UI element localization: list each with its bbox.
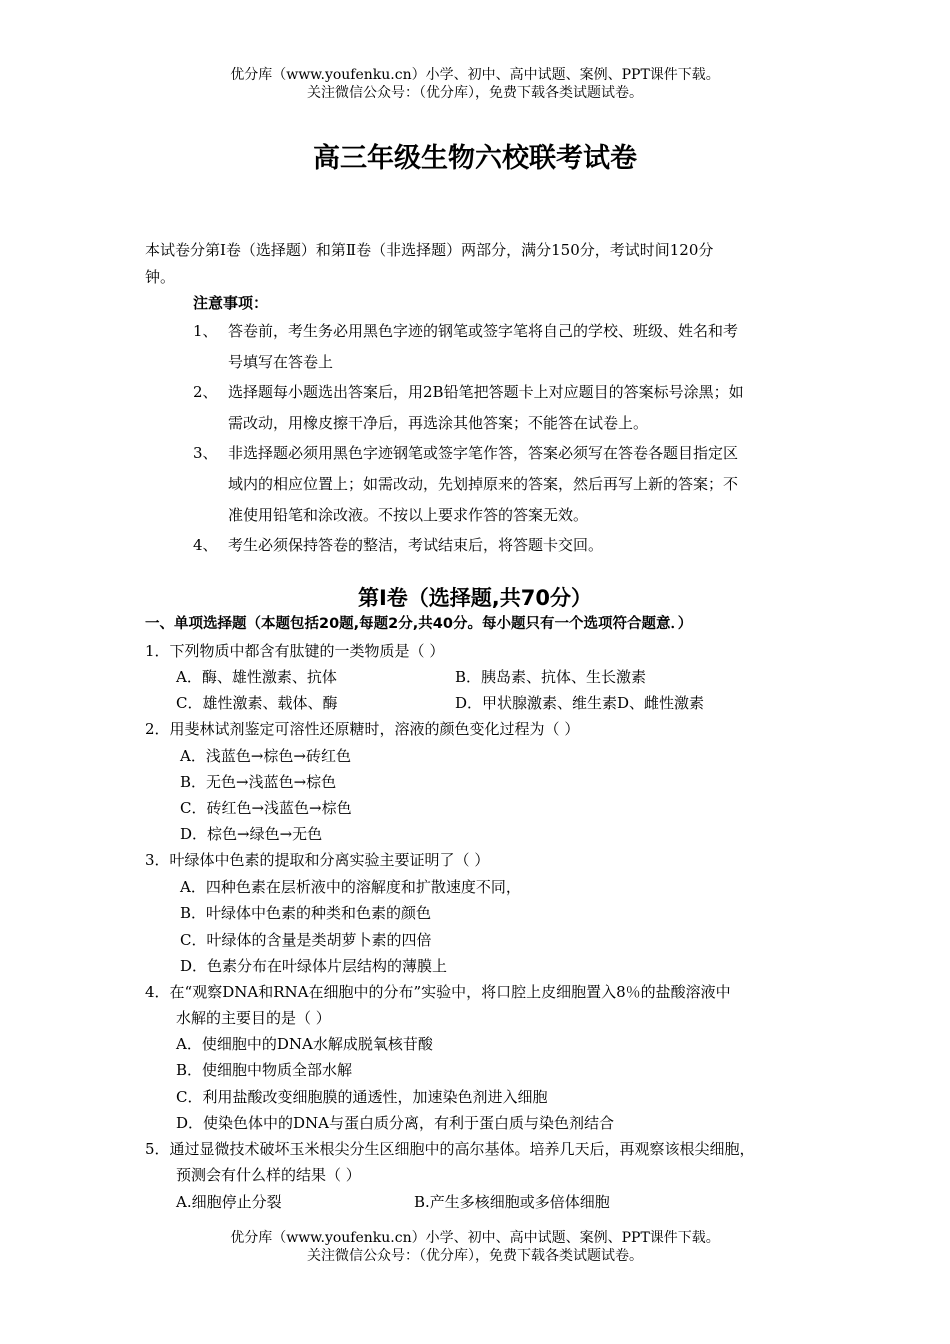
note-number: 2、 [193,383,218,401]
note-1-line-2: 号填写在答卷上 [228,353,334,371]
question-1-stem: 1．下列物质中都含有肽键的一类物质是（ ） [145,642,445,660]
question-2-stem: 2．用斐林试剂鉴定可溶性还原糖时，溶液的颜色变化过程为（ ） [145,720,580,738]
intro-line-1: 本试卷分第Ⅰ卷（选择题）和第Ⅱ卷（非选择题）两部分，满分150分，考试时间120分 [145,241,714,259]
note-3-line-3: 准使用铅笔和涂改液。不按以上要求作答的答案无效。 [228,506,589,524]
note-2-line-1: 选择题每小题选出答案后，用2B铅笔把答题卡上对应题目的答案标号涂黑；如 [228,383,744,401]
question-3-option-b: B．叶绿体中色素的种类和色素的颜色 [180,904,432,922]
question-4-option-c: C．利用盐酸改变细胞膜的通透性，加速染色剂进入细胞 [176,1088,548,1106]
question-2-option-c: C．砖红色→浅蓝色→棕色 [180,799,352,817]
question-2-option-a: A．浅蓝色→棕色→砖红色 [180,747,351,765]
question-4-option-b: B．使细胞中物质全部水解 [176,1061,353,1079]
question-5-stem-line-2: 预测会有什么样的结果（ ） [176,1166,361,1184]
question-4-option-a: A．使细胞中的DNA水解成脱氧核苷酸 [176,1035,433,1053]
note-2-line-2: 需改动，用橡皮擦干净后，再选涂其他答案；不能答在试卷上。 [228,414,649,432]
page-header [0,66,950,102]
intro-line-2: 钟。 [145,268,176,286]
note-number: 3、 [193,444,218,462]
page-footer [0,1229,950,1265]
section-title: 第Ⅰ卷（选择题,共70分） [357,586,592,610]
question-1-option-a: A．酶、雄性激素、抗体 [176,668,337,686]
note-3-line-1: 非选择题必须用黑色字迹钢笔或签字笔作答，答案必须写在答卷各题目指定区 [228,444,739,462]
question-1-option-b: B．胰岛素、抗体、生长激素 [455,668,647,686]
footer-line-1: 优分库（www.youfenku.cn）小学、初中、高中试题、案例、PPT课件下载。 [230,1230,720,1246]
question-5-option-b: B.产生多核细胞或多倍体细胞 [414,1193,610,1211]
question-4-stem-line-1: 4．在“观察DNA和RNA在细胞中的分布”实验中，将口腔上皮细胞置入8％的盐酸溶液中 [145,983,731,1001]
note-3-line-2: 域内的相应位置上；如需改动，先划掉原来的答案，然后再写上新的答案；不 [228,475,739,493]
question-2-option-b: B．无色→浅蓝色→棕色 [180,773,337,791]
question-4-option-d: D．使染色体中的DNA与蛋白质分离，有利于蛋白质与染色剂结合 [176,1114,615,1132]
footer-line-2: 关注微信公众号：（优分库），免费下载各类试题试卷。 [307,1248,643,1264]
question-3-option-d: D．色素分布在叶绿体片层结构的薄膜上 [180,957,448,975]
question-5-option-a: A.细胞停止分裂 [176,1193,282,1211]
question-1-option-d: D．甲状腺激素、维生素D、雌性激素 [455,694,705,712]
question-5-stem-line-1: 5．通过显微技术破坏玉米根尖分生区细胞中的高尔基体。培养几天后，再观察该根尖细胞， [145,1140,755,1158]
question-2-option-d: D．棕色→绿色→无色 [180,825,323,843]
note-number: 4、 [193,536,218,554]
question-4-stem-line-2: 水解的主要目的是（ ） [176,1009,331,1027]
section-instruction: 一、单项选择题（本题包括20题,每题2分,共40分。每小题只有一个选项符合题意．） [145,616,693,632]
header-line-2: 关注微信公众号：（优分库），免费下载各类试题试卷。 [307,85,643,101]
note-4-line-1: 考生必须保持答卷的整洁，考试结束后，将答题卡交回。 [228,536,604,554]
header-line-1: 优分库（www.youfenku.cn）小学、初中、高中试题、案例、PPT课件下载。 [230,67,720,83]
exam-title: 高三年级生物六校联考试卷 [313,143,637,174]
question-1-option-c: C．雄性激素、载体、酶 [176,694,338,712]
question-3-stem: 3．叶绿体中色素的提取和分离实验主要证明了（ ） [145,851,490,869]
note-number: 1、 [193,322,218,340]
question-3-option-a: A．四种色素在层析液中的溶解度和扩散速度不同， [180,878,521,896]
notes-heading: 注意事项： [193,294,269,312]
question-3-option-c: C．叶绿体的含量是类胡萝卜素的四倍 [180,931,432,949]
note-1-line-1: 答卷前，考生务必用黑色字迹的钢笔或签字笔将自己的学校、班级、姓名和考 [228,322,739,340]
